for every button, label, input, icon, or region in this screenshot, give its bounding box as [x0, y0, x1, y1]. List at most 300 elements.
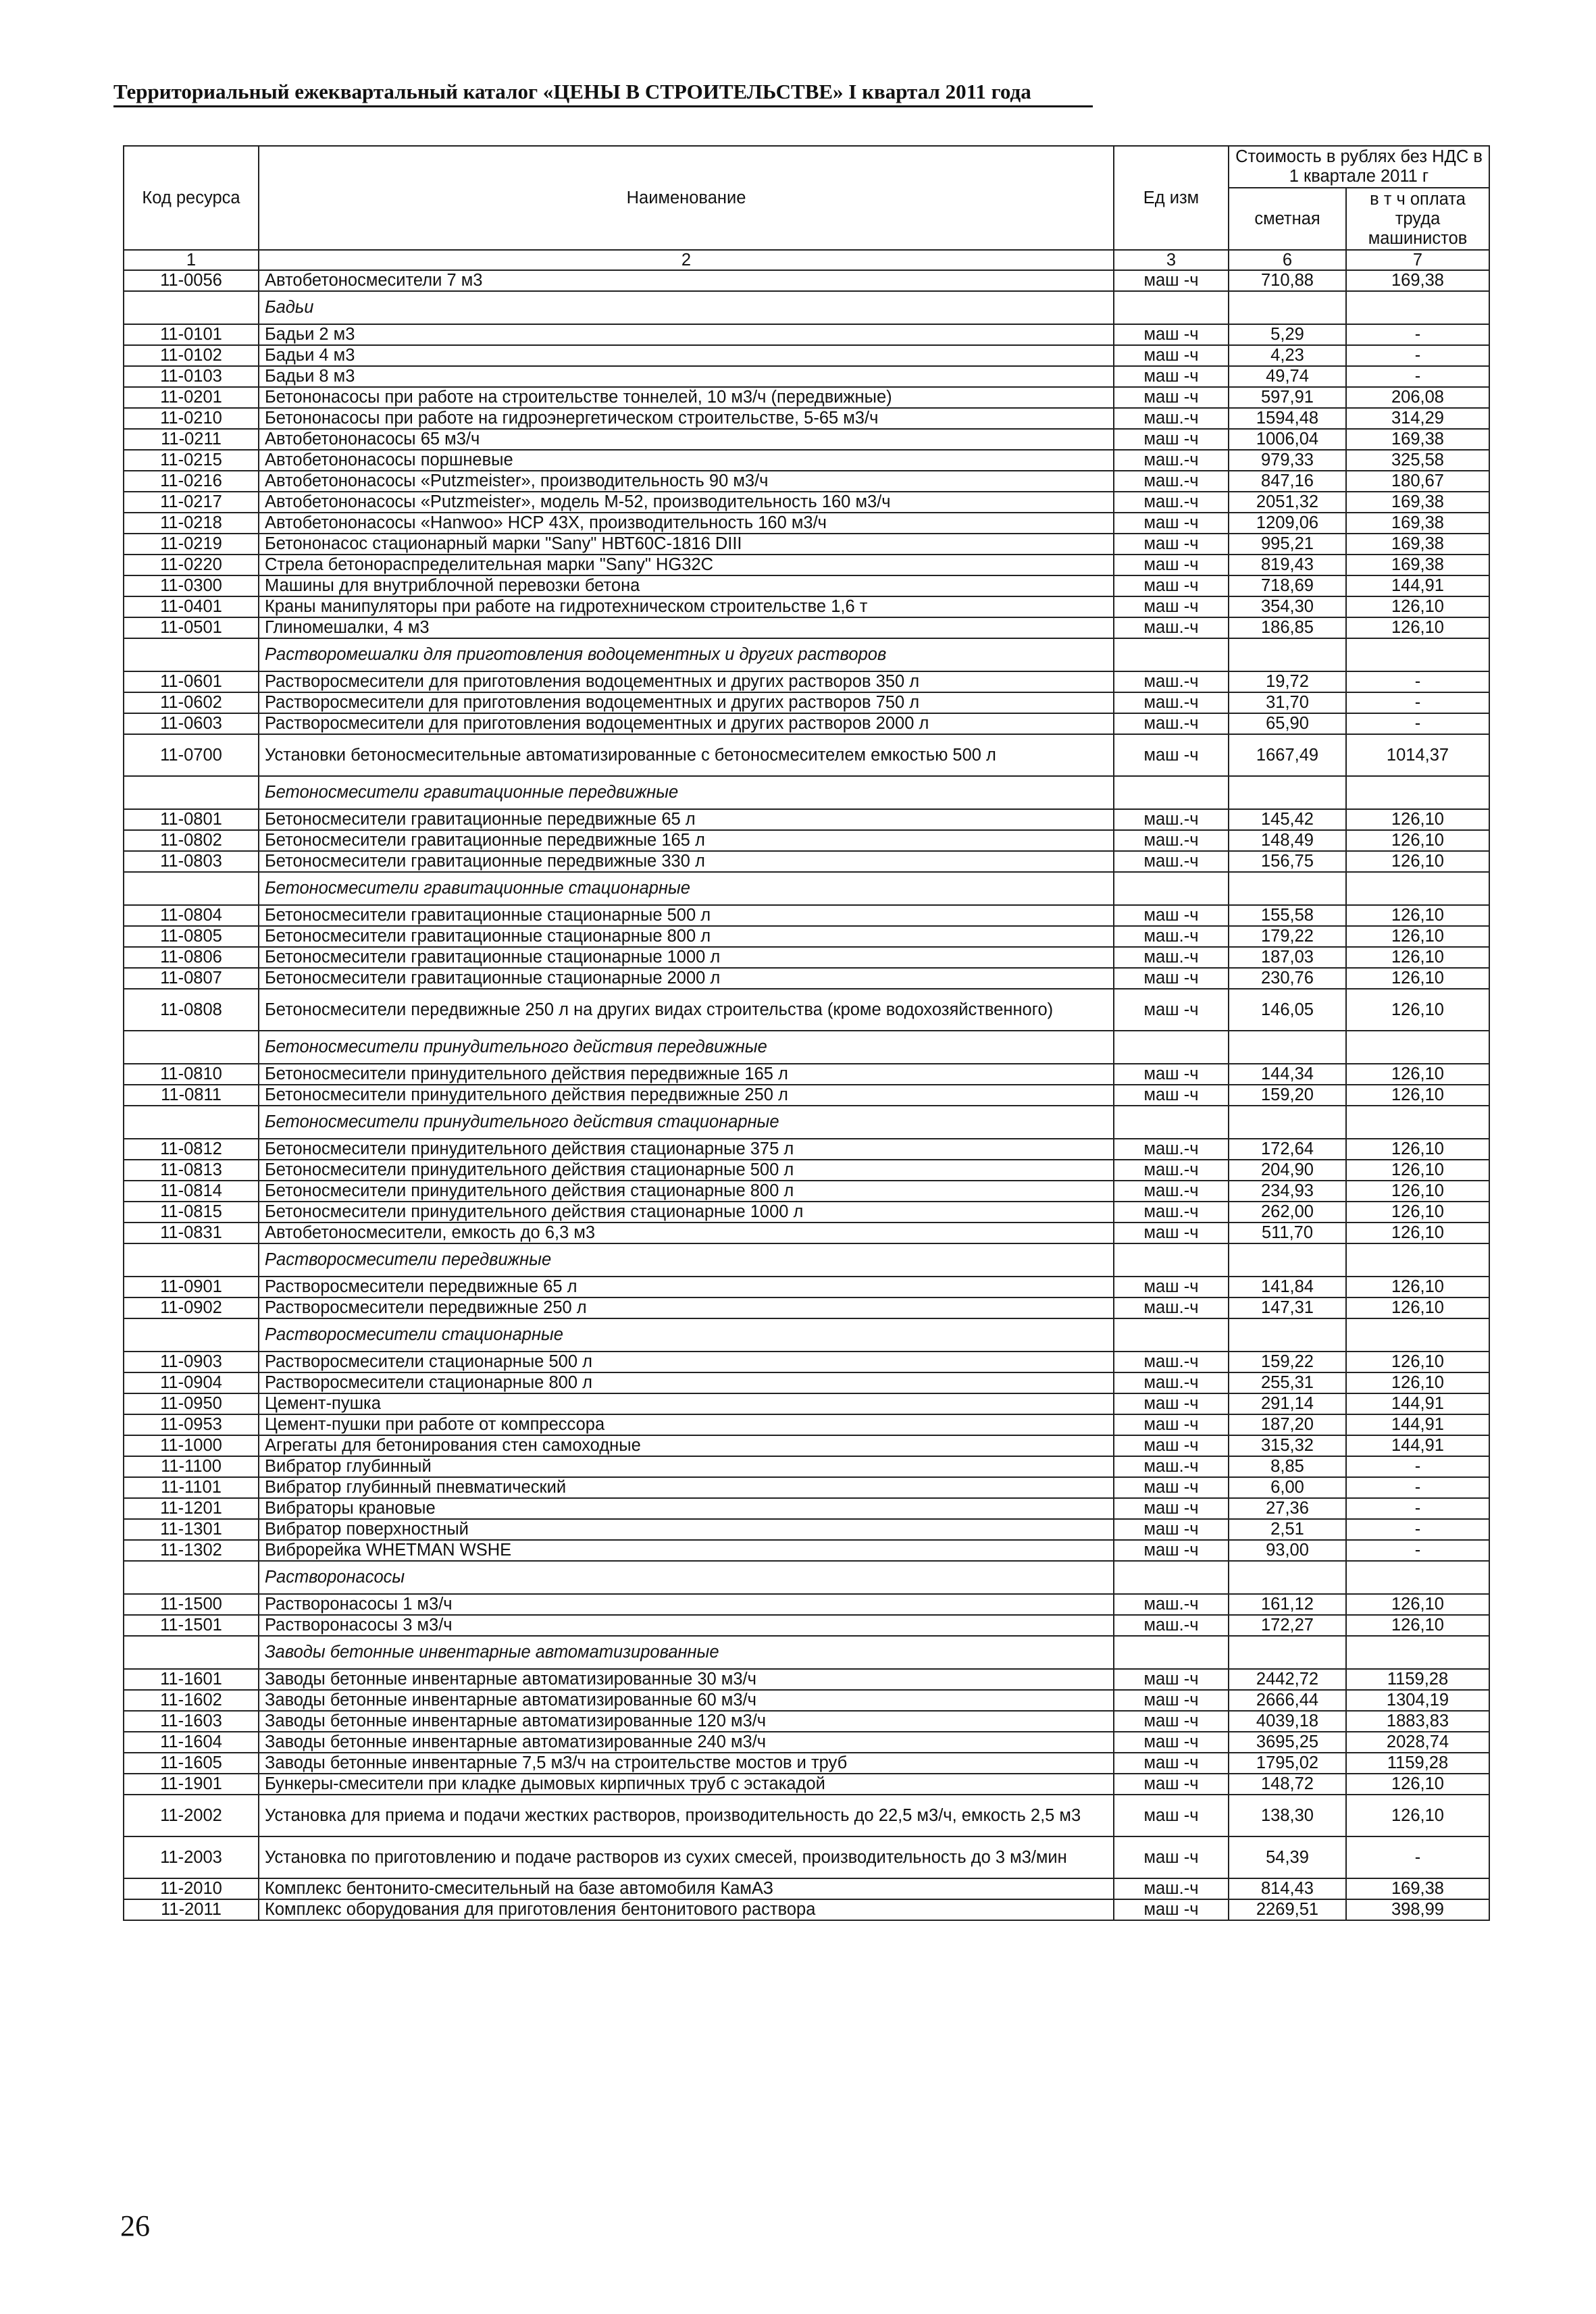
unit-cell: маш -ч: [1114, 1277, 1229, 1297]
resource-code: 11-0803: [124, 851, 259, 872]
wage-cell: 1159,28: [1346, 1753, 1489, 1774]
resource-name: Растворосмесители передвижные 250 л: [259, 1297, 1114, 1318]
cost-cell: 1006,04: [1229, 429, 1346, 450]
cost-cell: 1667,49: [1229, 734, 1346, 776]
section-code-cell: [124, 872, 259, 905]
resource-name: Установка для приема и подачи жестких растворов, производительность до 22,5 м3/ч, емкость 2,5 м3: [259, 1795, 1114, 1836]
resource-name: Бетоносмесители гравитационные стационарные 2000 л: [259, 968, 1114, 989]
cost-cell: 54,39: [1229, 1836, 1346, 1878]
empty-cell: [1346, 1561, 1489, 1594]
cost-cell: 179,22: [1229, 926, 1346, 947]
empty-cell: [1346, 1636, 1489, 1669]
section-title: Бетоносмесители гравитационные передвижные: [259, 776, 1114, 809]
resource-code: 11-0401: [124, 596, 259, 617]
resource-name: Растворосмесители стационарные 500 л: [259, 1352, 1114, 1372]
wage-cell: 126,10: [1346, 1372, 1489, 1393]
table-row: [124, 1085, 1489, 1106]
table-row: [124, 492, 1489, 513]
table-row: [124, 555, 1489, 575]
wage-cell: 126,10: [1346, 1223, 1489, 1243]
empty-cell: [1346, 1106, 1489, 1139]
table-row: [124, 270, 1489, 291]
header-cost-group: Стоимость в рублях без НДС в 1 квартале 2011 г: [1229, 146, 1489, 188]
resource-code: 11-0812: [124, 1139, 259, 1160]
empty-cell: [1229, 1561, 1346, 1594]
table-row: [124, 947, 1489, 968]
table-row: [124, 1878, 1489, 1899]
cost-cell: 2666,44: [1229, 1690, 1346, 1711]
resource-name: Бетоносмесители гравитационные стационарные 800 л: [259, 926, 1114, 947]
table-row: [124, 1732, 1489, 1753]
wage-cell: 126,10: [1346, 1277, 1489, 1297]
empty-cell: [1229, 1243, 1346, 1277]
unit-cell: маш.-ч: [1114, 450, 1229, 471]
unit-cell: маш -ч: [1114, 1393, 1229, 1414]
table-row: [124, 534, 1489, 555]
unit-cell: маш.-ч: [1114, 492, 1229, 513]
table-row: [124, 1297, 1489, 1318]
empty-cell: [1229, 638, 1346, 671]
wage-cell: 126,10: [1346, 1202, 1489, 1223]
table-row: [124, 1393, 1489, 1414]
cost-cell: 1209,06: [1229, 513, 1346, 534]
unit-cell: маш -ч: [1114, 1498, 1229, 1519]
table-row: [124, 1711, 1489, 1732]
table-row: [124, 1519, 1489, 1540]
resource-name: Заводы бетонные инвентарные автоматизированные 120 м3/ч: [259, 1711, 1114, 1732]
resource-name: Бетоносмесители принудительного действия стационарные 1000 л: [259, 1202, 1114, 1223]
price-table: [123, 145, 1490, 1921]
table-row: [124, 450, 1489, 471]
cost-cell: 65,90: [1229, 713, 1346, 734]
table-row: [124, 671, 1489, 692]
empty-cell: [1114, 1106, 1229, 1139]
resource-code: 11-2010: [124, 1878, 259, 1899]
resource-code: 11-0201: [124, 387, 259, 408]
table-row: [124, 387, 1489, 408]
cost-cell: 155,58: [1229, 905, 1346, 926]
resource-code: 11-1501: [124, 1615, 259, 1636]
unit-cell: маш.-ч: [1114, 947, 1229, 968]
resource-name: Бадьи 2 м3: [259, 324, 1114, 345]
wage-cell: -: [1346, 671, 1489, 692]
resource-code: 11-0807: [124, 968, 259, 989]
cost-cell: 710,88: [1229, 270, 1346, 291]
cost-cell: 3695,25: [1229, 1732, 1346, 1753]
wage-cell: 144,91: [1346, 575, 1489, 596]
cost-cell: 186,85: [1229, 617, 1346, 638]
section-title: Растворомешалки для приготовления водоцементных и других растворов: [259, 638, 1114, 671]
wage-cell: -: [1346, 1836, 1489, 1878]
resource-code: 11-0056: [124, 270, 259, 291]
resource-name: Автобетононасосы «Putzmeister», производительность 90 м3/ч: [259, 471, 1114, 492]
resource-code: 11-0806: [124, 947, 259, 968]
resource-name: Растворосмесители для приготовления водоцементных и других растворов 350 л: [259, 671, 1114, 692]
section-code-cell: [124, 1243, 259, 1277]
table-row: [124, 905, 1489, 926]
wage-cell: -: [1346, 1498, 1489, 1519]
resource-code: 11-0210: [124, 408, 259, 429]
cost-cell: 255,31: [1229, 1372, 1346, 1393]
section-title: Заводы бетонные инвентарные автоматизированные: [259, 1636, 1114, 1669]
section-title: Растворосмесители передвижные: [259, 1243, 1114, 1277]
section-row: [124, 1031, 1489, 1064]
cost-cell: 49,74: [1229, 366, 1346, 387]
resource-code: 11-0810: [124, 1064, 259, 1085]
cost-cell: 148,72: [1229, 1774, 1346, 1795]
wage-cell: 126,10: [1346, 1085, 1489, 1106]
unit-cell: маш.-ч: [1114, 1160, 1229, 1181]
table-row: [124, 408, 1489, 429]
wage-cell: 126,10: [1346, 1795, 1489, 1836]
resource-name: Растворосмесители для приготовления водоцементных и других растворов 2000 л: [259, 713, 1114, 734]
unit-cell: маш -ч: [1114, 1836, 1229, 1878]
cost-cell: 145,42: [1229, 809, 1346, 830]
resource-code: 11-1603: [124, 1711, 259, 1732]
wage-cell: 169,38: [1346, 270, 1489, 291]
resource-code: 11-2002: [124, 1795, 259, 1836]
section-code-cell: [124, 291, 259, 324]
cost-cell: 31,70: [1229, 692, 1346, 713]
wage-cell: 126,10: [1346, 989, 1489, 1031]
unit-cell: маш -ч: [1114, 989, 1229, 1031]
unit-cell: маш.-ч: [1114, 1202, 1229, 1223]
section-title: Растворосмесители стационарные: [259, 1318, 1114, 1352]
index-cell: 3: [1114, 250, 1229, 270]
cost-cell: 6,00: [1229, 1477, 1346, 1498]
resource-name: Установки бетоносмесительные автоматизированные с бетоносмесителем емкостью 500 л: [259, 734, 1114, 776]
table-row: [124, 1064, 1489, 1085]
unit-cell: маш -ч: [1114, 513, 1229, 534]
cost-cell: 2,51: [1229, 1519, 1346, 1540]
resource-code: 11-1500: [124, 1594, 259, 1615]
cost-cell: 819,43: [1229, 555, 1346, 575]
wage-cell: -: [1346, 1456, 1489, 1477]
unit-cell: маш -ч: [1114, 1414, 1229, 1435]
wage-cell: 126,10: [1346, 596, 1489, 617]
cost-cell: 2269,51: [1229, 1899, 1346, 1920]
wage-cell: 126,10: [1346, 1139, 1489, 1160]
table-row: [124, 471, 1489, 492]
unit-cell: маш.-ч: [1114, 671, 1229, 692]
cost-cell: 230,76: [1229, 968, 1346, 989]
section-row: [124, 1243, 1489, 1277]
table-row: [124, 734, 1489, 776]
resource-name: Бетоносмесители гравитационные передвижные 330 л: [259, 851, 1114, 872]
empty-cell: [1229, 1636, 1346, 1669]
empty-cell: [1114, 1636, 1229, 1669]
unit-cell: маш -ч: [1114, 366, 1229, 387]
resource-name: Бетоносмесители гравитационные передвижные 65 л: [259, 809, 1114, 830]
table-row: [124, 1139, 1489, 1160]
table-row: [124, 1277, 1489, 1297]
resource-code: 11-0603: [124, 713, 259, 734]
resource-code: 11-0901: [124, 1277, 259, 1297]
empty-cell: [1114, 1243, 1229, 1277]
section-row: [124, 1318, 1489, 1352]
wage-cell: 169,38: [1346, 534, 1489, 555]
resource-name: Автобетоносмесители 7 м3: [259, 270, 1114, 291]
empty-cell: [1114, 872, 1229, 905]
wage-cell: -: [1346, 324, 1489, 345]
wage-cell: 126,10: [1346, 947, 1489, 968]
resource-code: 11-0808: [124, 989, 259, 1031]
resource-code: 11-1100: [124, 1456, 259, 1477]
cost-cell: 27,36: [1229, 1498, 1346, 1519]
resource-name: Виброрейка WHETMAN WSHE: [259, 1540, 1114, 1561]
table-row: [124, 575, 1489, 596]
unit-cell: маш.-ч: [1114, 1352, 1229, 1372]
cost-cell: 148,49: [1229, 830, 1346, 851]
resource-name: Цемент-пушки при работе от компрессора: [259, 1414, 1114, 1435]
cost-cell: 4,23: [1229, 345, 1346, 366]
resource-name: Растворосмесители стационарные 800 л: [259, 1372, 1114, 1393]
table-row: [124, 366, 1489, 387]
section-code-cell: [124, 1031, 259, 1064]
wage-cell: 144,91: [1346, 1393, 1489, 1414]
resource-name: Бетоносмесители гравитационные стационарные 1000 л: [259, 947, 1114, 968]
table-row: [124, 1899, 1489, 1920]
page-title: Территориальный ежеквартальный каталог «ЦЕНЫ В СТРОИТЕЛЬСТВЕ» I квартал 2011 года: [113, 80, 1093, 107]
resource-name: Стрела бетонораспределительная марки "Sany" HG32C: [259, 555, 1114, 575]
cost-cell: 19,72: [1229, 671, 1346, 692]
section-code-cell: [124, 1636, 259, 1669]
wage-cell: -: [1346, 1519, 1489, 1540]
unit-cell: маш.-ч: [1114, 809, 1229, 830]
resource-name: Заводы бетонные инвентарные автоматизированные 30 м3/ч: [259, 1669, 1114, 1690]
resource-code: 11-0501: [124, 617, 259, 638]
unit-cell: маш -ч: [1114, 1223, 1229, 1243]
wage-cell: 206,08: [1346, 387, 1489, 408]
table-row: [124, 968, 1489, 989]
resource-code: 11-0814: [124, 1181, 259, 1202]
unit-cell: маш -ч: [1114, 1540, 1229, 1561]
wage-cell: -: [1346, 692, 1489, 713]
unit-cell: маш.-ч: [1114, 1297, 1229, 1318]
resource-code: 11-0217: [124, 492, 259, 513]
resource-name: Вибратор поверхностный: [259, 1519, 1114, 1540]
resource-code: 11-2003: [124, 1836, 259, 1878]
cost-cell: 159,22: [1229, 1352, 1346, 1372]
table-row: [124, 617, 1489, 638]
resource-code: 11-0804: [124, 905, 259, 926]
table-row: [124, 1690, 1489, 1711]
cost-cell: 147,31: [1229, 1297, 1346, 1318]
table-row: [124, 1456, 1489, 1477]
cost-cell: 847,16: [1229, 471, 1346, 492]
wage-cell: -: [1346, 345, 1489, 366]
resource-name: Бетоносмесители гравитационные стационарные 500 л: [259, 905, 1114, 926]
cost-cell: 146,05: [1229, 989, 1346, 1031]
unit-cell: маш.-ч: [1114, 617, 1229, 638]
wage-cell: 126,10: [1346, 1160, 1489, 1181]
index-cell: 6: [1229, 250, 1346, 270]
empty-cell: [1346, 872, 1489, 905]
unit-cell: маш -ч: [1114, 324, 1229, 345]
table-row: [124, 513, 1489, 534]
resource-name: Бетононасос стационарный марки "Sany" НВТ60С-1816 DIII: [259, 534, 1114, 555]
resource-code: 11-0216: [124, 471, 259, 492]
unit-cell: маш -ч: [1114, 1753, 1229, 1774]
unit-cell: маш.-ч: [1114, 1615, 1229, 1636]
unit-cell: маш.-ч: [1114, 1372, 1229, 1393]
resource-name: Автобетононасосы «Putzmeister», модель М-52, производительность 160 м3/ч: [259, 492, 1114, 513]
cost-cell: 354,30: [1229, 596, 1346, 617]
empty-cell: [1346, 291, 1489, 324]
empty-cell: [1346, 1031, 1489, 1064]
wage-cell: 126,10: [1346, 968, 1489, 989]
unit-cell: маш -ч: [1114, 1064, 1229, 1085]
wage-cell: 169,38: [1346, 429, 1489, 450]
cost-cell: 144,34: [1229, 1064, 1346, 1085]
section-title: Бетоносмесители принудительного действия стационарные: [259, 1106, 1114, 1139]
index-cell: 1: [124, 250, 259, 270]
resource-code: 11-1602: [124, 1690, 259, 1711]
cost-cell: 172,27: [1229, 1615, 1346, 1636]
wage-cell: 126,10: [1346, 1615, 1489, 1636]
table-row: [124, 1669, 1489, 1690]
resource-code: 11-0902: [124, 1297, 259, 1318]
resource-code: 11-1201: [124, 1498, 259, 1519]
wage-cell: 126,10: [1346, 851, 1489, 872]
cost-cell: 138,30: [1229, 1795, 1346, 1836]
wage-cell: 169,38: [1346, 513, 1489, 534]
resource-code: 11-0831: [124, 1223, 259, 1243]
empty-cell: [1114, 291, 1229, 324]
cost-cell: 8,85: [1229, 1456, 1346, 1477]
resource-name: Бадьи 8 м3: [259, 366, 1114, 387]
resource-code: 11-0218: [124, 513, 259, 534]
table-row: [124, 1836, 1489, 1878]
wage-cell: 2028,74: [1346, 1732, 1489, 1753]
table-row: [124, 692, 1489, 713]
empty-cell: [1229, 1318, 1346, 1352]
resource-code: 11-1302: [124, 1540, 259, 1561]
empty-cell: [1229, 776, 1346, 809]
cost-cell: 172,64: [1229, 1139, 1346, 1160]
wage-cell: 126,10: [1346, 809, 1489, 830]
empty-cell: [1346, 776, 1489, 809]
unit-cell: маш -ч: [1114, 387, 1229, 408]
unit-cell: маш -ч: [1114, 534, 1229, 555]
wage-cell: 325,58: [1346, 450, 1489, 471]
unit-cell: маш -ч: [1114, 1711, 1229, 1732]
empty-cell: [1346, 1318, 1489, 1352]
resource-name: Вибратор глубинный: [259, 1456, 1114, 1477]
resource-name: Вибраторы крановые: [259, 1498, 1114, 1519]
wage-cell: 169,38: [1346, 492, 1489, 513]
table-row: [124, 851, 1489, 872]
unit-cell: маш -ч: [1114, 1774, 1229, 1795]
resource-code: 11-1601: [124, 1669, 259, 1690]
empty-cell: [1229, 291, 1346, 324]
resource-code: 11-0802: [124, 830, 259, 851]
resource-name: Бетоносмесители принудительного действия стационарные 500 л: [259, 1160, 1114, 1181]
cost-cell: 597,91: [1229, 387, 1346, 408]
unit-cell: маш -ч: [1114, 1690, 1229, 1711]
section-row: [124, 1106, 1489, 1139]
empty-cell: [1114, 776, 1229, 809]
cost-cell: 161,12: [1229, 1594, 1346, 1615]
unit-cell: маш -ч: [1114, 596, 1229, 617]
resource-name: Растворосмесители для приготовления водоцементных и других растворов 750 л: [259, 692, 1114, 713]
resource-code: 11-0102: [124, 345, 259, 366]
table-row: [124, 1477, 1489, 1498]
table-row: [124, 1498, 1489, 1519]
resource-code: 11-0953: [124, 1414, 259, 1435]
cost-cell: 5,29: [1229, 324, 1346, 345]
resource-code: 11-0215: [124, 450, 259, 471]
table-row: [124, 1372, 1489, 1393]
resource-name: Бетоносмесители принудительного действия передвижные 250 л: [259, 1085, 1114, 1106]
unit-cell: маш.-ч: [1114, 851, 1229, 872]
unit-cell: маш -ч: [1114, 1085, 1229, 1106]
wage-cell: 126,10: [1346, 1064, 1489, 1085]
resource-name: Машины для внутриблочной перевозки бетона: [259, 575, 1114, 596]
section-row: [124, 291, 1489, 324]
wage-cell: 1014,37: [1346, 734, 1489, 776]
cost-cell: 995,21: [1229, 534, 1346, 555]
unit-cell: маш.-ч: [1114, 408, 1229, 429]
unit-cell: маш -ч: [1114, 555, 1229, 575]
unit-cell: маш -ч: [1114, 270, 1229, 291]
resource-name: Автобетононасосы «Hanwoo» НСР 43Х, производительность 160 м3/ч: [259, 513, 1114, 534]
section-title: Бетоносмесители принудительного действия передвижные: [259, 1031, 1114, 1064]
resource-name: Комплекс оборудования для приготовления бентонитового раствора: [259, 1899, 1114, 1920]
resource-code: 11-1604: [124, 1732, 259, 1753]
wage-cell: -: [1346, 366, 1489, 387]
unit-cell: маш.-ч: [1114, 926, 1229, 947]
resource-name: Комплекс бентонито-смесительный на базе автомобиля КамАЗ: [259, 1878, 1114, 1899]
resource-code: 11-0950: [124, 1393, 259, 1414]
wage-cell: 126,10: [1346, 830, 1489, 851]
unit-cell: маш.-ч: [1114, 1456, 1229, 1477]
section-row: [124, 776, 1489, 809]
resource-name: Агрегаты для бетонирования стен самоходные: [259, 1435, 1114, 1456]
resource-code: 11-0103: [124, 366, 259, 387]
cost-cell: 93,00: [1229, 1540, 1346, 1561]
unit-cell: маш -ч: [1114, 968, 1229, 989]
resource-name: Заводы бетонные инвентарные автоматизированные 240 м3/ч: [259, 1732, 1114, 1753]
cost-cell: 204,90: [1229, 1160, 1346, 1181]
header-name: Наименование: [259, 146, 1114, 250]
section-title: Бетоносмесители гравитационные стационарные: [259, 872, 1114, 905]
unit-cell: маш -ч: [1114, 734, 1229, 776]
resource-code: 11-0801: [124, 809, 259, 830]
cost-cell: 187,20: [1229, 1414, 1346, 1435]
cost-cell: 141,84: [1229, 1277, 1346, 1297]
resource-code: 11-1901: [124, 1774, 259, 1795]
empty-cell: [1229, 1106, 1346, 1139]
unit-cell: маш.-ч: [1114, 1878, 1229, 1899]
unit-cell: маш -ч: [1114, 575, 1229, 596]
cost-cell: 511,70: [1229, 1223, 1346, 1243]
cost-cell: 1594,48: [1229, 408, 1346, 429]
header-code: Код ресурса: [124, 146, 259, 250]
wage-cell: 126,10: [1346, 1297, 1489, 1318]
wage-cell: 144,91: [1346, 1435, 1489, 1456]
resource-name: Вибратор глубинный пневматический: [259, 1477, 1114, 1498]
unit-cell: маш -ч: [1114, 1899, 1229, 1920]
header-smet: сметная: [1229, 188, 1346, 250]
table-row: [124, 1435, 1489, 1456]
unit-cell: маш -ч: [1114, 345, 1229, 366]
wage-cell: 144,91: [1346, 1414, 1489, 1435]
section-title: Растворонасосы: [259, 1561, 1114, 1594]
resource-code: 11-0220: [124, 555, 259, 575]
section-row: [124, 1636, 1489, 1669]
table-row: [124, 1160, 1489, 1181]
